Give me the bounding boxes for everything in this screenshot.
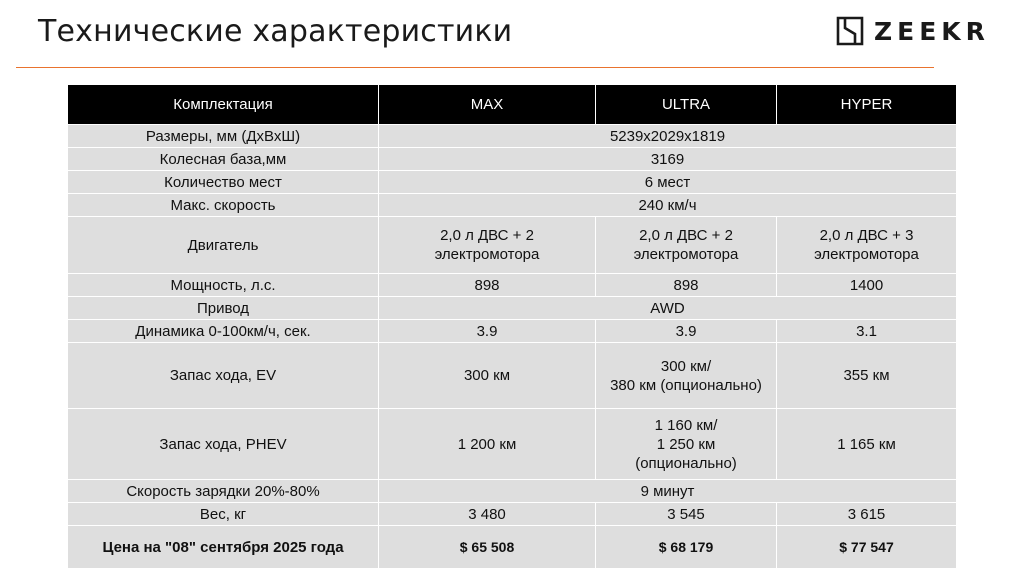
row-label: Запас хода, EV	[68, 343, 379, 409]
row-value: 898	[596, 274, 777, 297]
brand-name: ZEEKR	[874, 16, 990, 46]
row-value-merged: 5239x2029x1819	[379, 125, 957, 148]
row-value-merged: AWD	[379, 297, 957, 320]
table-row	[68, 343, 957, 409]
row-value: 3.1	[777, 320, 957, 343]
table-row	[68, 274, 957, 297]
row-value: 1 200 км	[379, 409, 596, 480]
table-row	[68, 217, 957, 274]
row-value: 2,0 л ДВС + 2 электромотора	[596, 217, 777, 274]
row-value: 3 615	[777, 503, 957, 526]
row-value: $ 68 179	[596, 526, 777, 569]
row-value: 2,0 л ДВС + 3 электромотора	[777, 217, 957, 274]
row-label: Макс. скорость	[68, 194, 379, 217]
row-label: Привод	[68, 297, 379, 320]
row-value: 1400	[777, 274, 957, 297]
brand-logo	[836, 14, 990, 48]
spec-table	[67, 84, 957, 569]
table-row	[68, 148, 957, 171]
row-value: $ 65 508	[379, 526, 596, 569]
row-label: Размеры, мм (ДхВхШ)	[68, 125, 379, 148]
row-value: 1 160 км/ 1 250 км (опционально)	[596, 409, 777, 480]
zeekr-logo-icon	[836, 16, 864, 46]
row-label: Цена на "08" сентября 2025 года	[68, 526, 379, 569]
row-label: Колесная база,мм	[68, 148, 379, 171]
row-value-merged: 3169	[379, 148, 957, 171]
table-row	[68, 409, 957, 480]
table-row	[68, 194, 957, 217]
row-value: 3 545	[596, 503, 777, 526]
row-value: 3 480	[379, 503, 596, 526]
row-value: 1 165 км	[777, 409, 957, 480]
row-value: 898	[379, 274, 596, 297]
row-value: 3.9	[596, 320, 777, 343]
row-label: Количество мест	[68, 171, 379, 194]
row-value: $ 77 547	[777, 526, 957, 569]
table-header-row	[68, 85, 957, 125]
row-value-merged: 9 минут	[379, 480, 957, 503]
row-value: 355 км	[777, 343, 957, 409]
table-row	[68, 297, 957, 320]
table-row	[68, 320, 957, 343]
row-label: Вес, кг	[68, 503, 379, 526]
row-label: Мощность, л.с.	[68, 274, 379, 297]
table-row	[68, 480, 957, 503]
header-divider	[16, 67, 934, 68]
column-header-hyper: HYPER	[777, 85, 957, 125]
table-row	[68, 125, 957, 148]
row-label: Динамика 0-100км/ч, сек.	[68, 320, 379, 343]
column-header-max: MAX	[379, 85, 596, 125]
row-value: 2,0 л ДВС + 2 электромотора	[379, 217, 596, 274]
column-header-config: Комплектация	[68, 85, 379, 125]
table-row	[68, 171, 957, 194]
table-row	[68, 526, 957, 569]
row-value-merged: 240 км/ч	[379, 194, 957, 217]
row-value: 300 км/ 380 км (опционально)	[596, 343, 777, 409]
row-label: Скорость зарядки 20%-80%	[68, 480, 379, 503]
row-value-merged: 6 мест	[379, 171, 957, 194]
row-label: Двигатель	[68, 217, 379, 274]
row-value: 3.9	[379, 320, 596, 343]
row-value: 300 км	[379, 343, 596, 409]
table-row	[68, 503, 957, 526]
column-header-ultra: ULTRA	[596, 85, 777, 125]
row-label: Запас хода, PHEV	[68, 409, 379, 480]
page-title: Технические характеристики	[38, 14, 513, 49]
